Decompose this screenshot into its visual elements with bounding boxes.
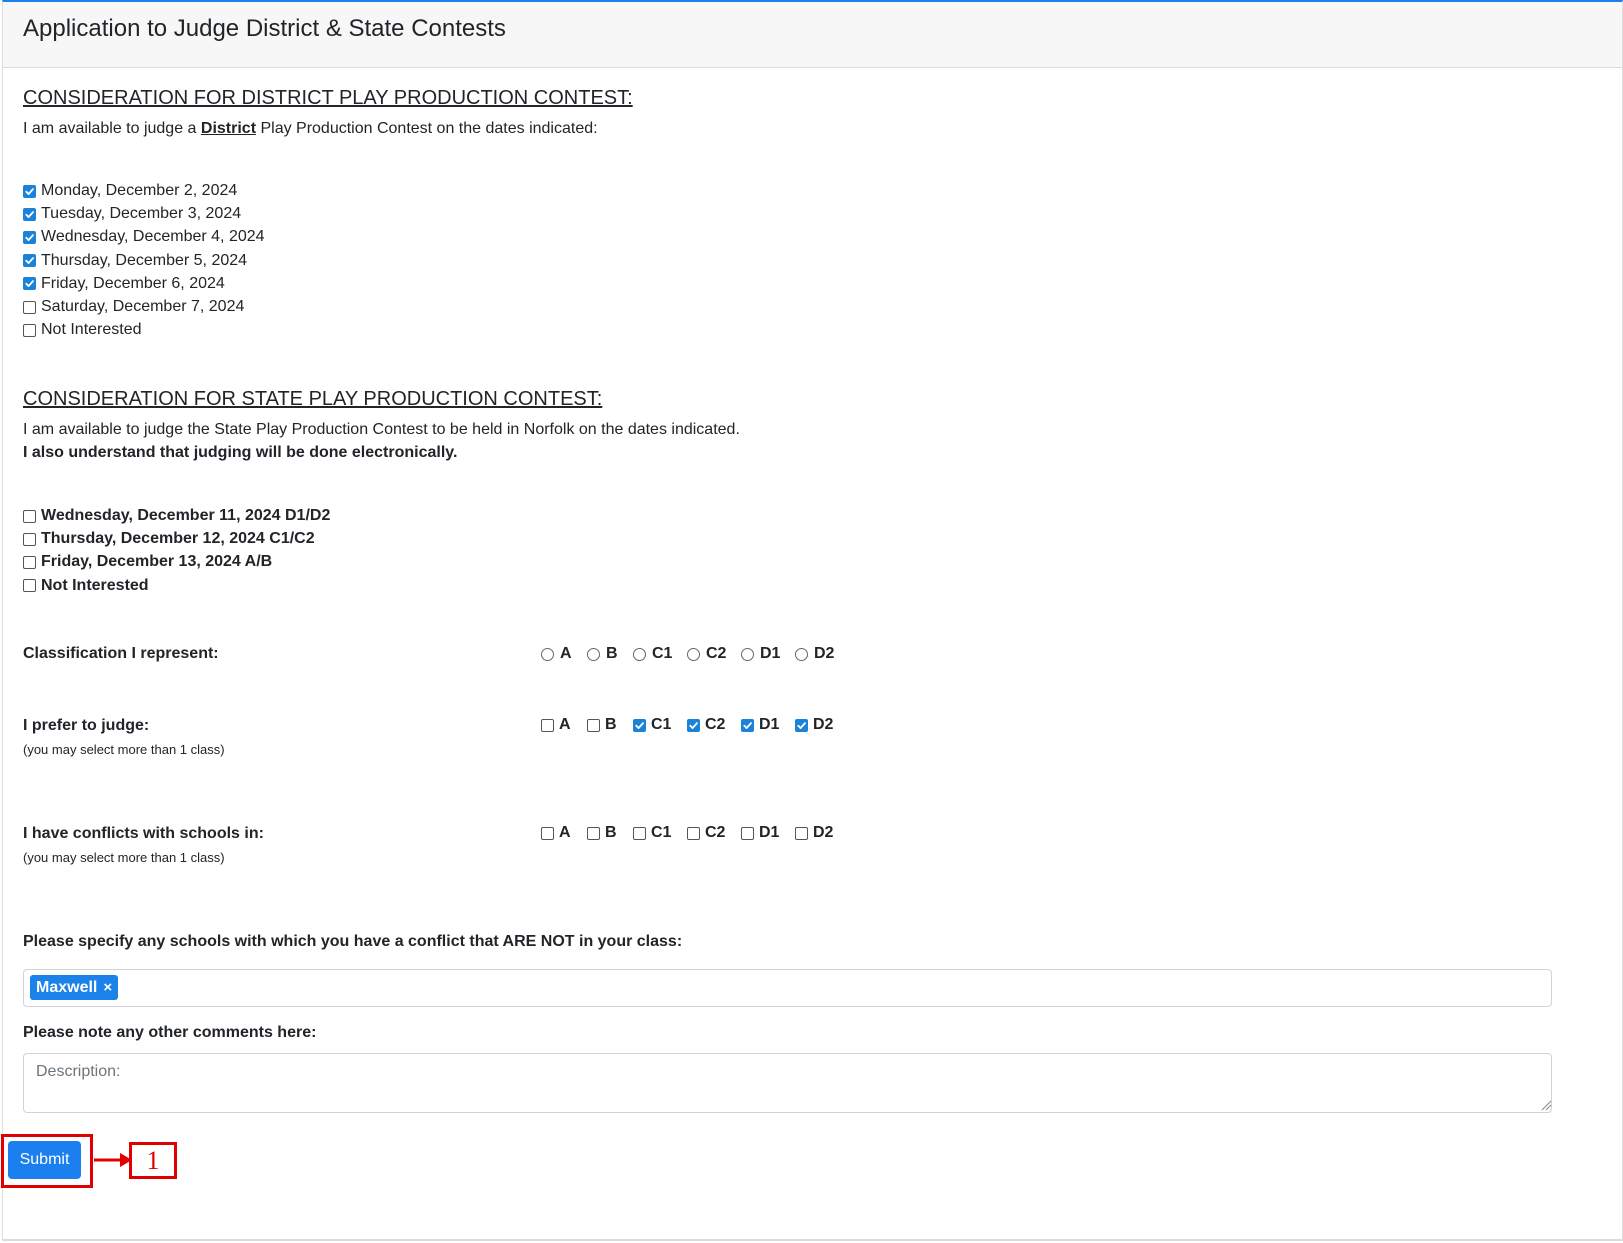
application-form-card <box>2 0 1623 1241</box>
classification-option-c1[interactable] <box>633 645 672 663</box>
conflicts-label: I have conflicts with schools in: <box>23 825 264 842</box>
state-date-label: Wednesday, December 11, 2024 D1/D2 <box>41 507 331 524</box>
conflicts-option-label: D2 <box>813 824 834 841</box>
classification-option-d2[interactable] <box>795 645 834 663</box>
classification-radio[interactable] <box>687 648 700 661</box>
state-date-option[interactable] <box>23 505 330 527</box>
classification-option-a[interactable] <box>541 645 572 663</box>
district-date-option[interactable] <box>23 250 247 272</box>
annotation-highlight-box <box>1 1134 93 1188</box>
school-tag-label: Maxwell <box>36 978 98 996</box>
classification-option-d1[interactable] <box>741 645 780 663</box>
conflicts-option-label: B <box>605 824 617 841</box>
prefer-option-d2[interactable] <box>795 716 833 734</box>
state-date-label: Not Interested <box>41 576 149 594</box>
district-section-heading: CONSIDERATION FOR DISTRICT PLAY PRODUCTION CONTEST: <box>23 87 633 109</box>
prefer-option-label: D1 <box>759 716 780 733</box>
prefer-hint: (you may select more than 1 class) <box>23 742 225 757</box>
district-date-label: Wednesday, December 4, 2024 <box>41 228 265 246</box>
classification-option-label: D2 <box>814 645 835 662</box>
prefer-option-d1[interactable] <box>741 716 779 734</box>
classification-option-c2[interactable] <box>687 645 726 663</box>
prefer-checkbox[interactable] <box>741 719 754 732</box>
classification-radio[interactable] <box>633 648 646 661</box>
prefer-option-a[interactable] <box>541 716 571 734</box>
school-tag <box>30 975 118 1000</box>
district-intro-prefix: I am available to judge a <box>23 120 201 137</box>
district-date-label: Thursday, December 5, 2024 <box>41 251 248 269</box>
prefer-checkbox[interactable] <box>687 719 700 732</box>
conflicts-option-b[interactable] <box>587 824 617 842</box>
conflicts-option-label: A <box>559 824 571 841</box>
state-date-option[interactable] <box>23 551 272 573</box>
conflicts-option-a[interactable] <box>541 824 571 842</box>
classification-option-b[interactable] <box>587 645 618 663</box>
district-date-label: Friday, December 6, 2024 <box>41 274 225 292</box>
prefer-option-label: C2 <box>705 716 726 733</box>
state-date-checkbox[interactable] <box>23 579 36 592</box>
prefer-option-c1[interactable] <box>633 716 671 734</box>
district-intro-suffix: Play Production Contest on the dates indicated: <box>256 120 598 137</box>
district-date-option[interactable] <box>23 226 265 248</box>
page-title: Application to Judge District & State Contests <box>23 15 506 42</box>
prefer-option-label: A <box>559 716 571 733</box>
conflicts-option-c2[interactable] <box>687 824 725 842</box>
state-date-checkbox[interactable] <box>23 556 36 569</box>
comments-textarea[interactable] <box>23 1053 1552 1113</box>
prefer-label: I prefer to judge: <box>23 717 150 734</box>
district-date-option[interactable] <box>23 296 244 318</box>
conflicts-hint: (you may select more than 1 class) <box>23 850 225 865</box>
submit-button[interactable]: Submit <box>8 1141 81 1179</box>
state-date-checkbox[interactable] <box>23 533 36 546</box>
state-date-option[interactable] <box>23 528 315 550</box>
state-date-checkbox[interactable] <box>23 510 36 523</box>
conflicts-checkbox[interactable] <box>587 827 600 840</box>
district-date-checkbox[interactable] <box>23 277 36 290</box>
district-date-label: Not Interested <box>41 321 142 339</box>
district-intro <box>23 120 598 138</box>
classification-option-label: B <box>606 645 618 662</box>
classification-option-label: D1 <box>760 645 781 662</box>
prefer-checkbox[interactable] <box>795 719 808 732</box>
state-intro-bold: I also understand that judging will be done electronically. <box>23 444 458 461</box>
district-date-label: Tuesday, December 3, 2024 <box>41 205 242 223</box>
district-date-option[interactable] <box>23 180 237 202</box>
prefer-checkbox[interactable] <box>541 719 554 732</box>
conflicts-option-d1[interactable] <box>741 824 779 842</box>
district-date-checkbox[interactable] <box>23 254 36 267</box>
card-header <box>3 2 1622 68</box>
classification-option-label: C2 <box>706 645 727 662</box>
district-date-checkbox[interactable] <box>23 208 36 221</box>
classification-radio[interactable] <box>587 648 600 661</box>
district-date-checkbox[interactable] <box>23 324 36 337</box>
schools-label: Please specify any schools with which you have a conflict that ARE NOT in your class: <box>23 933 683 950</box>
conflicts-option-label: C1 <box>651 824 672 841</box>
state-date-label: Thursday, December 12, 2024 C1/C2 <box>41 530 315 548</box>
conflicts-checkbox[interactable] <box>541 827 554 840</box>
state-intro: I am available to judge the State Play Production Contest to be held in Norfolk on the dates indicated. <box>23 421 740 438</box>
prefer-option-c2[interactable] <box>687 716 725 734</box>
district-date-checkbox[interactable] <box>23 301 36 314</box>
conflicts-option-c1[interactable] <box>633 824 671 842</box>
classification-radio[interactable] <box>541 648 554 661</box>
district-date-label: Monday, December 2, 2024 <box>41 182 238 199</box>
conflicts-checkbox[interactable] <box>633 827 646 840</box>
classification-radio[interactable] <box>795 648 808 661</box>
prefer-checkbox[interactable] <box>587 719 600 732</box>
prefer-checkbox[interactable] <box>633 719 646 732</box>
resize-grip-icon[interactable] <box>1540 1099 1552 1111</box>
conflicts-option-label: C2 <box>705 824 726 841</box>
state-date-option[interactable] <box>23 575 149 597</box>
district-date-checkbox[interactable] <box>23 231 36 244</box>
prefer-option-b[interactable] <box>587 716 617 734</box>
district-date-label: Saturday, December 7, 2024 <box>41 298 245 315</box>
prefer-option-label: B <box>605 716 617 733</box>
tag-remove-icon[interactable]: × <box>103 979 113 996</box>
district-date-option[interactable] <box>23 203 241 225</box>
conflicts-checkbox[interactable] <box>795 827 808 840</box>
schools-tag-input[interactable] <box>23 969 1552 1007</box>
district-date-option[interactable] <box>23 273 225 295</box>
district-intro-emphasis: District <box>200 120 257 137</box>
district-date-checkbox[interactable] <box>23 185 36 198</box>
comments-label: Please note any other comments here: <box>23 1024 317 1041</box>
state-section-heading: CONSIDERATION FOR STATE PLAY PRODUCTION CONTEST: <box>23 388 603 410</box>
classification-option-label: A <box>560 645 572 662</box>
conflicts-checkbox[interactable] <box>741 827 754 840</box>
classification-radio[interactable] <box>741 648 754 661</box>
conflicts-checkbox[interactable] <box>687 827 700 840</box>
annotation-arrow-icon <box>94 1150 134 1170</box>
annotation-label: 1 <box>129 1142 177 1179</box>
conflicts-option-d2[interactable] <box>795 824 833 842</box>
state-date-label: Friday, December 13, 2024 A/B <box>41 553 273 571</box>
classification-label: Classification I represent: <box>23 645 219 662</box>
prefer-option-label: D2 <box>813 716 834 733</box>
prefer-option-label: C1 <box>651 716 672 733</box>
district-date-option[interactable] <box>23 319 142 341</box>
classification-option-label: C1 <box>652 645 673 662</box>
conflicts-option-label: D1 <box>759 824 780 841</box>
